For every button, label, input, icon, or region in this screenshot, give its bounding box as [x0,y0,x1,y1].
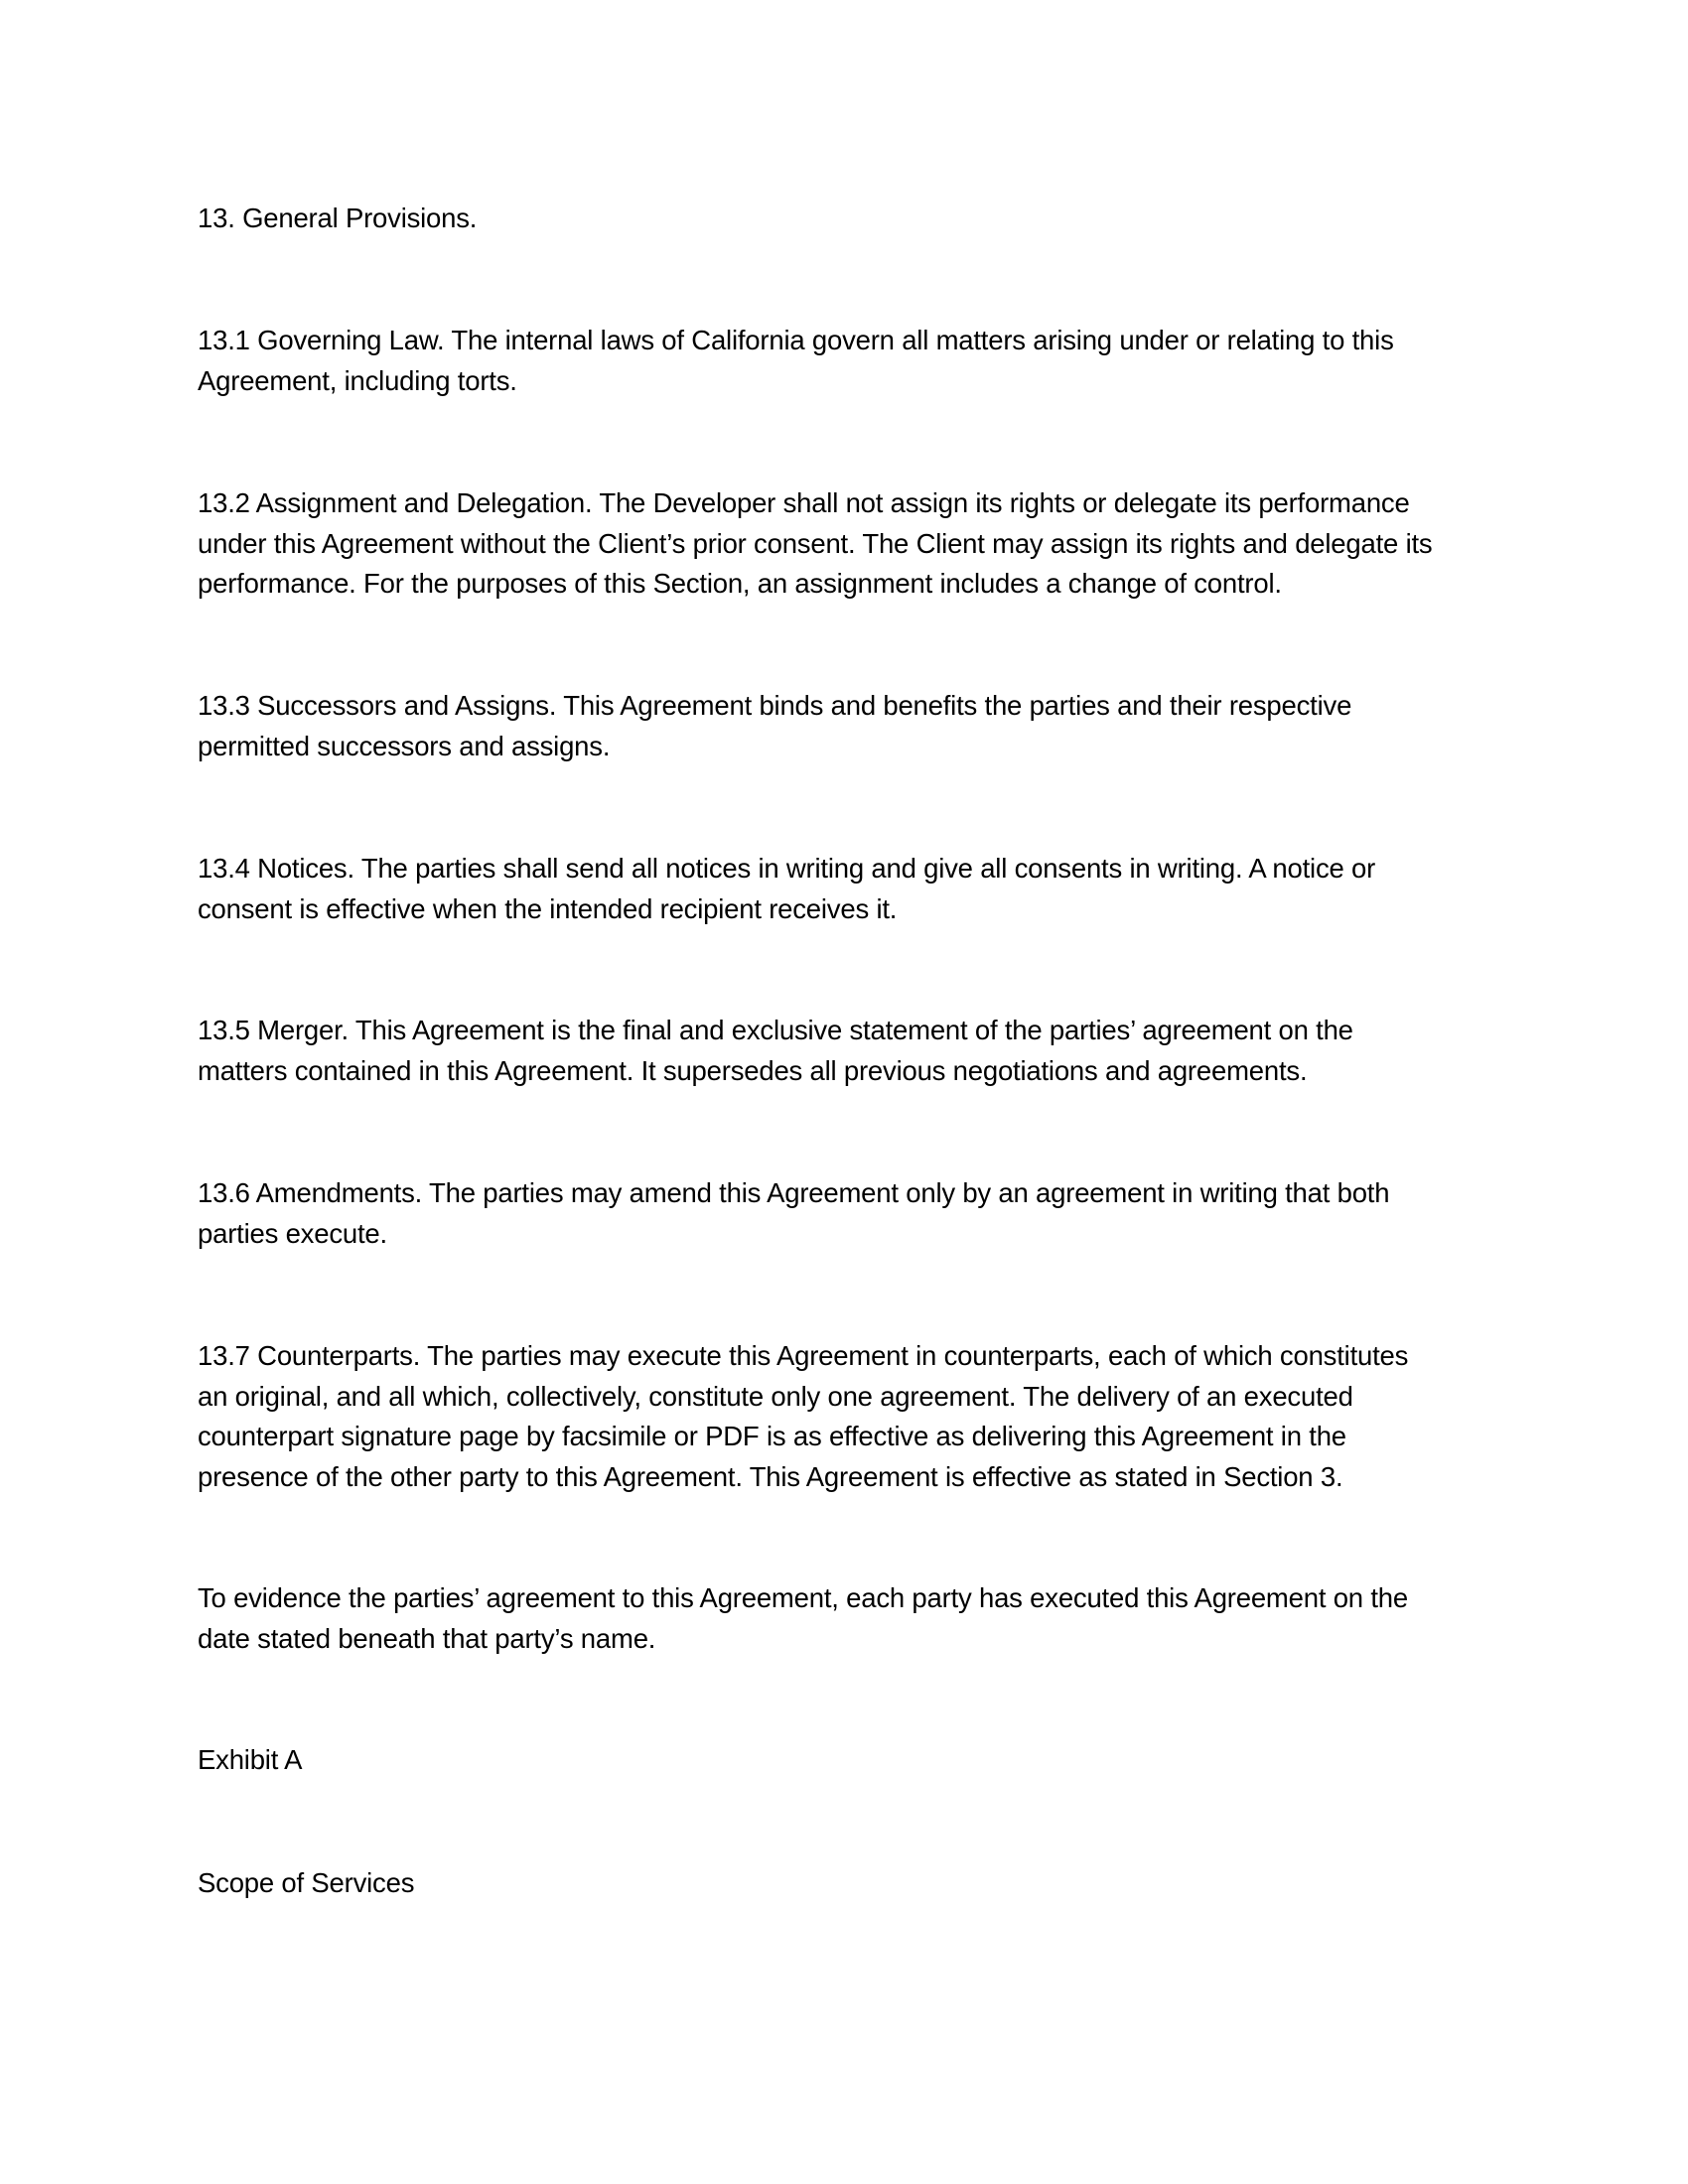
section-13-2-assignment [198,483,1488,605]
paragraph-line: To evidence the parties’ agreement to this Agreement, each party has executed this Agreement on the [198,1582,1408,1613]
heading-text: 13. General Provisions. [198,203,478,233]
paragraph-line: 13.7 Counterparts. The parties may execute this Agreement in counterparts, each of which constitutes [198,1340,1409,1371]
section-13-7-counterparts [198,1336,1488,1497]
paragraph-line: 13.2 Assignment and Delegation. The Developer shall not assign its rights or delegate its performance [198,487,1410,518]
section-13-3-successors [198,686,1488,766]
paragraph-line: date stated beneath that party’s name. [198,1622,656,1654]
paragraph-line: matters contained in this Agreement. It supersedes all previous negotiations and agreements. [198,1054,1308,1086]
paragraph-line: under this Agreement without the Client’s prior consent. The Client may assign its rights and delegate its [198,527,1433,559]
paragraph-line: performance. For the purposes of this Section, an assignment includes a change of control. [198,568,1282,599]
section-13-5-merger [198,1011,1488,1091]
paragraph-line: consent is effective when the intended recipient receives it. [198,892,898,924]
paragraph-line: an original, and all which, collectively, constitute only one agreement. The delivery of an executed [198,1380,1353,1412]
paragraph-line: 13.4 Notices. The parties shall send all notices in writing and give all consents in writing. A notice or [198,853,1376,884]
paragraph-line: 13.5 Merger. This Agreement is the final and exclusive statement of the parties’ agreement on the [198,1015,1353,1045]
exhibit-title [198,1740,1488,1781]
section-heading [198,199,1488,239]
paragraph-line: 13.3 Successors and Assigns. This Agreement binds and benefits the parties and their respective [198,690,1352,721]
section-13-1-governing-law [198,321,1488,401]
paragraph-line: permitted successors and assigns. [198,730,611,761]
paragraph-line: counterpart signature page by facsimile or PDF is as effective as delivering this Agreement in the [198,1421,1346,1451]
section-13-6-amendments [198,1173,1488,1254]
paragraph-line: parties execute. [198,1217,387,1249]
section-13-4-notices [198,849,1488,929]
exhibit-title-text: Exhibit A [198,1744,303,1775]
exhibit-subtitle [198,1863,1488,1904]
exhibit-subtitle-text: Scope of Services [198,1867,415,1898]
paragraph-line: 13.6 Amendments. The parties may amend this Agreement only by an agreement in writing that both [198,1177,1390,1208]
paragraph-line: 13.1 Governing Law. The internal laws of California govern all matters arising under or relating to this [198,325,1394,355]
evidence-paragraph [198,1578,1488,1659]
paragraph-line: presence of the other party to this Agreement. This Agreement is effective as stated in Section 3. [198,1460,1343,1492]
paragraph-line: Agreement, including torts. [198,364,517,396]
